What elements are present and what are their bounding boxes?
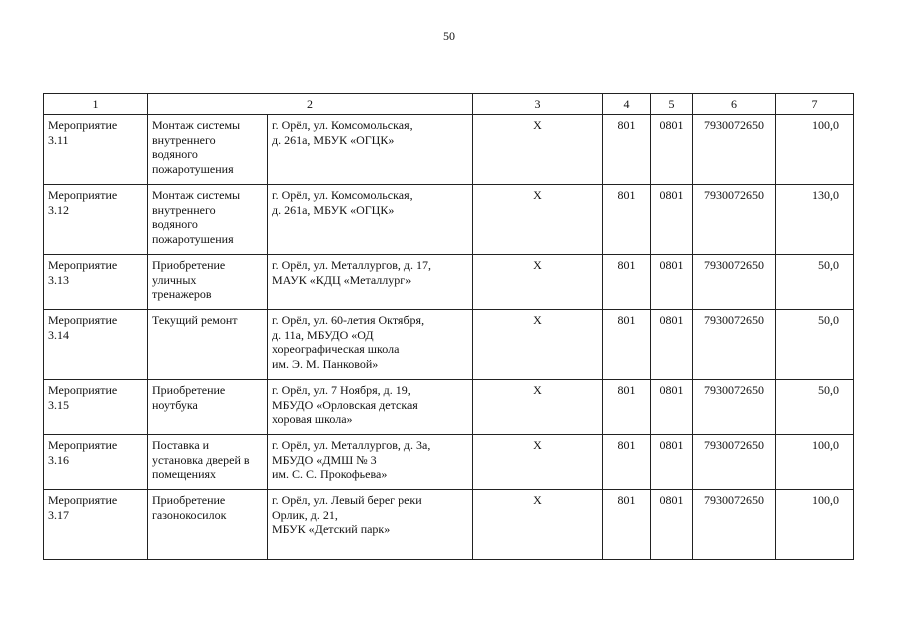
address-cell: г. Орёл, ул. Комсомольская, д. 261а, МБУК «ОГЦК» xyxy=(268,185,473,255)
col5-cell: 0801 xyxy=(651,490,693,560)
name-cell: Монтаж системы внутреннего водяного пожаротушения xyxy=(148,185,268,255)
address-cell: г. Орёл, ул. Левый берег реки Орлик, д. 21, МБУК «Детский парк» xyxy=(268,490,473,560)
address-cell: г. Орёл, ул. 7 Ноября, д. 19, МБУДО «Орловская детская хоровая школа» xyxy=(268,380,473,435)
page-number: 50 xyxy=(443,29,455,43)
col5-cell: 0801 xyxy=(651,185,693,255)
name-cell: Приобретение уличных тренажеров xyxy=(148,255,268,310)
col4-cell: 801 xyxy=(603,115,651,185)
col3-cell: Х xyxy=(473,435,603,490)
header-cell-3: 3 xyxy=(473,94,603,115)
measure-cell: Мероприятие 3.12 xyxy=(44,185,148,255)
table-row xyxy=(44,310,854,380)
measure-cell: Мероприятие 3.11 xyxy=(44,115,148,185)
col4-cell: 801 xyxy=(603,185,651,255)
col6-cell: 7930072650 xyxy=(693,255,776,310)
col6-cell: 7930072650 xyxy=(693,380,776,435)
col3-cell: Х xyxy=(473,490,603,560)
measure-cell: Мероприятие 3.15 xyxy=(44,380,148,435)
table-header-row xyxy=(44,94,854,115)
table-body xyxy=(44,94,854,560)
header-cell-5: 5 xyxy=(651,94,693,115)
measure-cell: Мероприятие 3.17 xyxy=(44,490,148,560)
name-cell: Монтаж системы внутреннего водяного пожаротушения xyxy=(148,115,268,185)
col6-cell: 7930072650 xyxy=(693,115,776,185)
col3-cell: Х xyxy=(473,380,603,435)
col4-cell: 801 xyxy=(603,380,651,435)
col3-cell: Х xyxy=(473,115,603,185)
col5-cell: 0801 xyxy=(651,115,693,185)
table-row xyxy=(44,435,854,490)
col7-cell: 100,0 xyxy=(776,435,854,490)
col5-cell: 0801 xyxy=(651,310,693,380)
col3-cell: Х xyxy=(473,310,603,380)
address-cell: г. Орёл, ул. 60-летия Октября, д. 11а, МБУДО «ОД хореографическая школа им. Э. М. Панковой» xyxy=(268,310,473,380)
col4-cell: 801 xyxy=(603,310,651,380)
header-cell-4: 4 xyxy=(603,94,651,115)
budget-table xyxy=(43,93,854,560)
table-row xyxy=(44,380,854,435)
header-cell-6: 6 xyxy=(693,94,776,115)
col3-cell: Х xyxy=(473,255,603,310)
measure-cell: Мероприятие 3.16 xyxy=(44,435,148,490)
col7-cell: 100,0 xyxy=(776,490,854,560)
col7-cell: 50,0 xyxy=(776,380,854,435)
name-cell: Поставка и установка дверей в помещениях xyxy=(148,435,268,490)
table-row xyxy=(44,185,854,255)
measure-cell: Мероприятие 3.14 xyxy=(44,310,148,380)
name-cell: Текущий ремонт xyxy=(148,310,268,380)
table-row xyxy=(44,490,854,560)
address-cell: г. Орёл, ул. Металлургов, д. 17, МАУК «КДЦ «Металлург» xyxy=(268,255,473,310)
col5-cell: 0801 xyxy=(651,255,693,310)
address-cell: г. Орёл, ул. Комсомольская, д. 261а, МБУК «ОГЦК» xyxy=(268,115,473,185)
col3-cell: Х xyxy=(473,185,603,255)
name-cell: Приобретение ноутбука xyxy=(148,380,268,435)
header-cell-2: 2 xyxy=(148,94,473,115)
col4-cell: 801 xyxy=(603,435,651,490)
col5-cell: 0801 xyxy=(651,435,693,490)
col7-cell: 50,0 xyxy=(776,310,854,380)
col7-cell: 100,0 xyxy=(776,115,854,185)
header-cell-7: 7 xyxy=(776,94,854,115)
table-row xyxy=(44,115,854,185)
col6-cell: 7930072650 xyxy=(693,490,776,560)
table-row xyxy=(44,255,854,310)
col7-cell: 50,0 xyxy=(776,255,854,310)
address-cell: г. Орёл, ул. Металлургов, д. 3а, МБУДО «ДМШ № 3 им. С. С. Прокофьева» xyxy=(268,435,473,490)
col6-cell: 7930072650 xyxy=(693,185,776,255)
header-cell-1: 1 xyxy=(44,94,148,115)
col7-cell: 130,0 xyxy=(776,185,854,255)
name-cell: Приобретение газонокосилок xyxy=(148,490,268,560)
col4-cell: 801 xyxy=(603,490,651,560)
col6-cell: 7930072650 xyxy=(693,310,776,380)
col5-cell: 0801 xyxy=(651,380,693,435)
col4-cell: 801 xyxy=(603,255,651,310)
col6-cell: 7930072650 xyxy=(693,435,776,490)
measure-cell: Мероприятие 3.13 xyxy=(44,255,148,310)
